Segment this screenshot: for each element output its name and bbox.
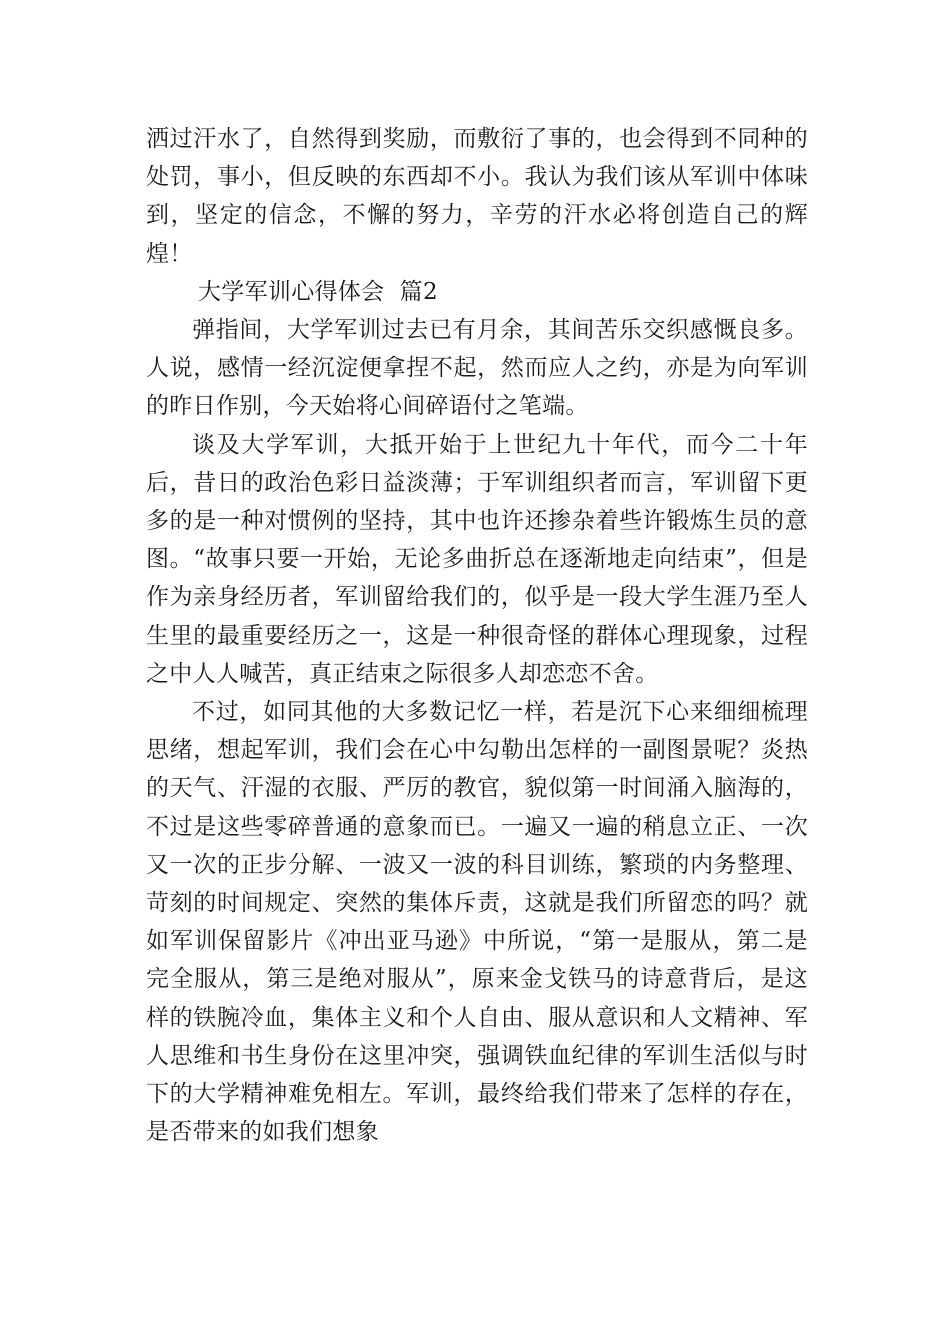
paragraph-continuation: 洒过汗水了，自然得到奖励，而敷衍了事的，也会得到不同种的处罚，事小，但反映的东西却不小。我认为我们该从军训中体味到，坚定的信念，不懈的努力，辛劳的汗水必将创造自己的辉煌！ [146, 126, 808, 267]
paragraph-1: 弹指间，大学军训过去已有月余，其间苦乐交织感慨良多。人说，感情一经沉淀便拿捏不起，然而应人之约，亦是为向军训的昨日作别，今天始将心间碎语付之笔端。 [146, 317, 808, 420]
section-heading [146, 273, 808, 311]
paragraph-2: 谈及大学军训，大抵开始于上世纪九十年代，而今二十年后，昔日的政治色彩日益淡薄；于军训组织者而言，军训留下更多的是一种对惯例的坚持，其中也许还掺杂着些许锻炼生员的意图。“故事只要一开始，无论多曲折总在逐渐地走向结束”，但是作为亲身经历者，军训留给我们的，似乎是一段大学生涯乃至人生里的最重要经历之一，这是一种很奇怪的群体心理现象，过程之中人人喊苦，真正结束之际很多人却恋恋不舍。 [146, 431, 808, 687]
document-body [146, 120, 808, 1151]
paragraph-3: 不过，如同其他的大多数记忆一样，若是沉下心来细细梳理思绪，想起军训，我们会在心中勾勒出怎样的一副图景呢？炎热的天气、汗湿的衣服、严厉的教官，貌似第一时间涌入脑海的，不过是这些零碎普通的意象而已。一遍又一遍的稍息立正、一次又一次的正步分解、一波又一波的科目训练，繁琐的内务整理、苛刻的时间规定、突然的集体斥责，这就是我们所留恋的吗？就如军训保留影片《冲出亚马逊》中所说，“第一是服从，第二是完全服从，第三是绝对服从”，原来金戈铁马的诗意背后，是这样的铁腕冷血，集体主义和个人自由、服从意识和人文精神、军人思维和书生身份在这里冲突，强调铁血纪律的军训生活似与时下的大学精神难免相左。军训，最终给我们带来了怎样的存在，是否带来的如我们想象 [146, 699, 808, 1146]
section-heading-number: 篇2 [399, 278, 438, 305]
section-heading-title: 大学军训心得体会 [198, 278, 385, 305]
